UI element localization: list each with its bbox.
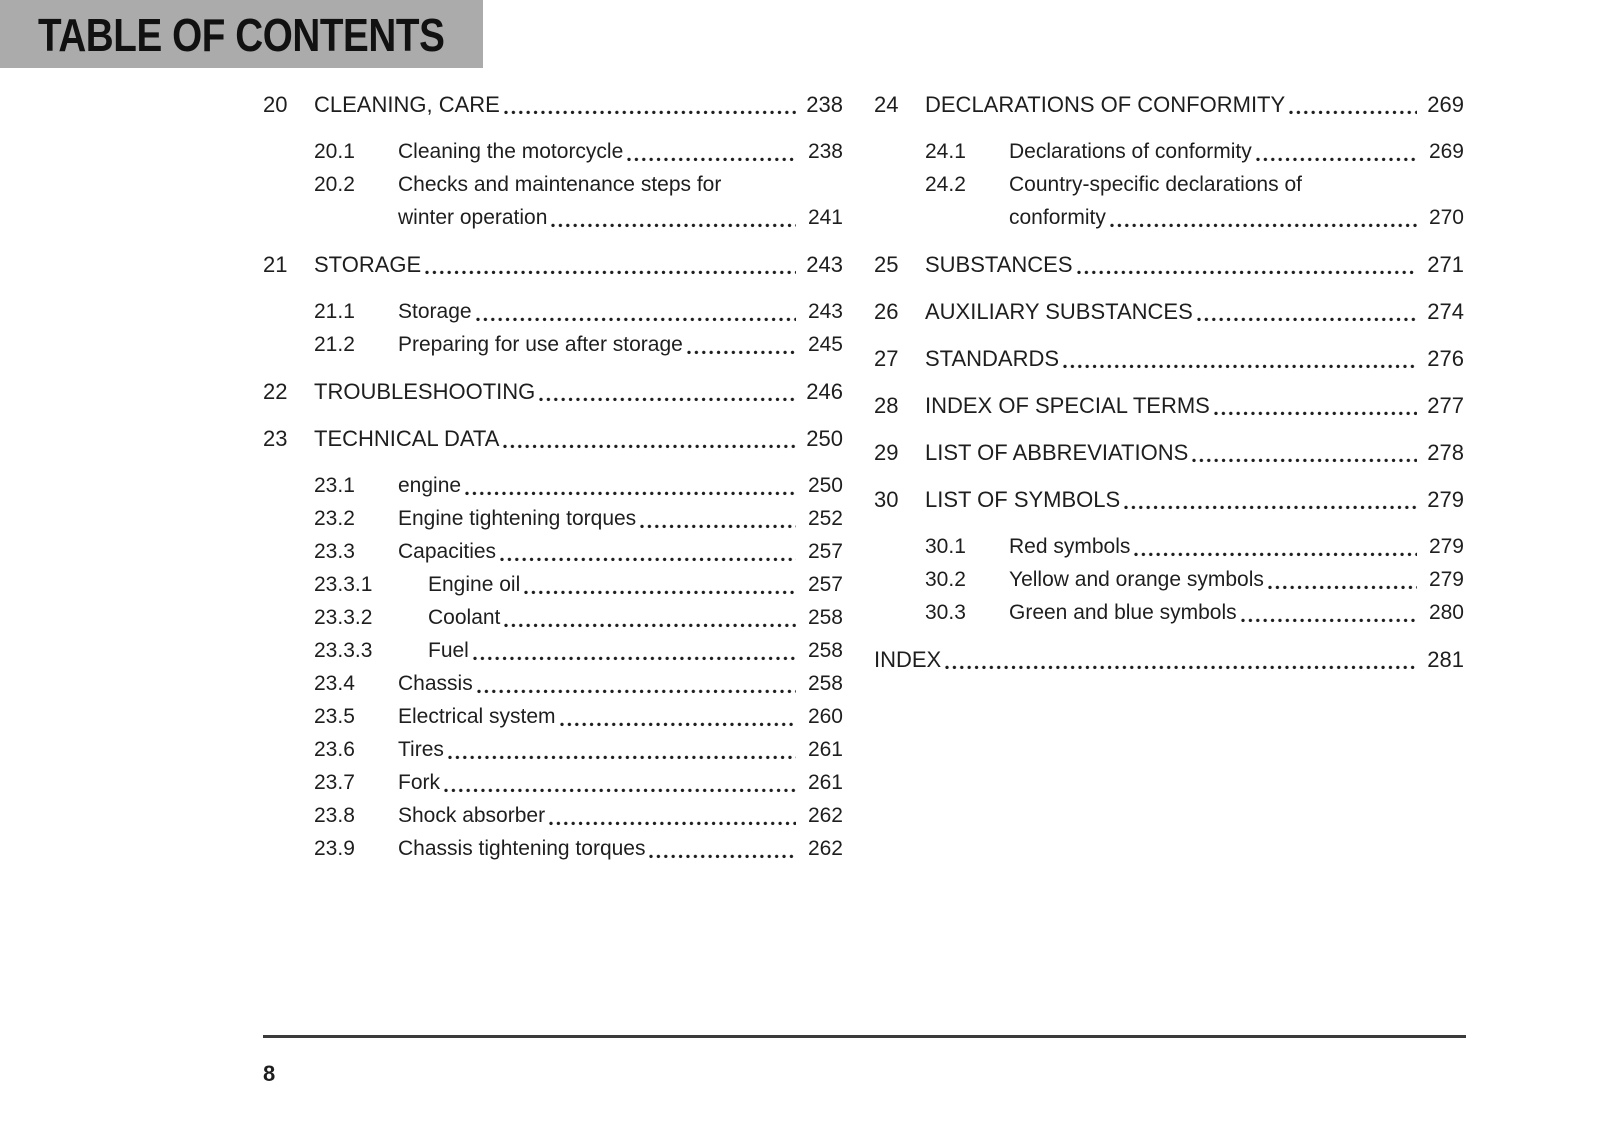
toc-entry-conformity — [874, 201, 1464, 234]
toc-entry-20-1 — [263, 135, 843, 168]
toc-entry-23-3 — [263, 535, 843, 568]
toc-entry-number: 23.8 — [314, 804, 355, 827]
toc-entry-page: 241 — [807, 206, 843, 229]
toc-entry-title: Fuel — [428, 639, 469, 662]
dot-leader — [1124, 505, 1417, 510]
dot-leader — [1214, 411, 1417, 416]
dot-leader — [465, 491, 796, 496]
toc-column-left — [263, 88, 843, 865]
toc-entry-30 — [874, 483, 1464, 516]
dot-leader — [1110, 223, 1417, 228]
toc-entry-number: 23.3.1 — [314, 573, 373, 596]
toc-entry-page: 258 — [807, 672, 843, 695]
toc-entry-30-3 — [874, 596, 1464, 629]
dot-leader — [425, 270, 796, 275]
toc-entry-23-8 — [263, 799, 843, 832]
toc-entry-26 — [874, 295, 1464, 328]
dot-leader — [1289, 110, 1417, 115]
dot-leader — [1268, 585, 1417, 590]
toc-entry-23-9 — [263, 832, 843, 865]
toc-entry-title: Coolant — [428, 606, 501, 629]
toc-entry-title: Chassis — [398, 672, 473, 695]
toc-entry-page: 262 — [807, 837, 843, 860]
toc-entry-winter-operation — [263, 201, 843, 234]
toc-entry-title: TROUBLESHOOTING — [314, 379, 536, 404]
footer-page-number: 8 — [263, 1061, 276, 1086]
toc-entry-title: Storage — [398, 300, 472, 323]
toc-entry-24 — [874, 88, 1464, 121]
dot-leader — [560, 722, 796, 727]
toc-entry-number: 23.3 — [314, 540, 355, 563]
toc-entry-title: INDEX — [874, 647, 942, 672]
toc-entry-title: Preparing for use after storage — [398, 333, 683, 356]
toc-entry-number: 30.3 — [925, 601, 966, 624]
toc-entry-title: Engine tightening torques — [398, 507, 637, 530]
toc-entry-page: 238 — [806, 92, 843, 117]
dot-leader — [1077, 270, 1417, 275]
toc-entry-25 — [874, 248, 1464, 281]
toc-entry-page: 276 — [1427, 346, 1464, 371]
dot-leader — [473, 656, 796, 661]
toc-entry-title: Declarations of conformity — [1009, 140, 1252, 163]
dot-leader — [1192, 458, 1417, 463]
dot-leader — [1197, 317, 1417, 322]
toc-entry-title: Checks and maintenance steps for — [398, 173, 722, 196]
toc-entry-30-2 — [874, 563, 1464, 596]
toc-entry-page: 274 — [1427, 299, 1464, 324]
toc-entry-number: 23.5 — [314, 705, 355, 728]
page-title: TABLE OF CONTENTS — [38, 9, 445, 61]
dot-leader — [500, 557, 796, 562]
toc-entry-23-1 — [263, 469, 843, 502]
toc-entry-title: STORAGE — [314, 252, 422, 277]
toc-entry-number: 23 — [263, 426, 288, 451]
dot-leader — [504, 110, 796, 115]
toc-entry-title: Chassis tightening torques — [398, 837, 646, 860]
dot-leader — [640, 524, 796, 529]
toc-entry-28 — [874, 389, 1464, 422]
toc-entry-23-2 — [263, 502, 843, 535]
toc-entry-title: Cleaning the motorcycle — [398, 140, 624, 163]
toc-entry-23-5 — [263, 700, 843, 733]
toc-entry-title: Tires — [398, 738, 444, 761]
toc-entry-number: 21 — [263, 252, 288, 277]
toc-entry-20 — [263, 88, 843, 121]
toc-entry-30-1 — [874, 530, 1464, 563]
toc-entry-page: 280 — [1428, 601, 1464, 624]
toc-entry-title: DECLARATIONS OF CONFORMITY — [925, 92, 1286, 117]
dot-leader — [627, 157, 796, 162]
toc-entry-title: Yellow and orange symbols — [1009, 568, 1264, 591]
dot-leader — [524, 590, 796, 595]
toc-entry-title: Red symbols — [1009, 535, 1131, 558]
toc-entry-page: 279 — [1428, 535, 1464, 558]
toc-entry-title: STANDARDS — [925, 346, 1060, 371]
toc-entry-title: LIST OF SYMBOLS — [925, 487, 1121, 512]
toc-entry-page: 261 — [807, 738, 843, 761]
toc-entry-number: 29 — [874, 440, 899, 465]
toc-entry-number: 22 — [263, 379, 288, 404]
dot-leader — [448, 755, 796, 760]
toc-entry-page: 260 — [807, 705, 843, 728]
toc-entry-number: 20.2 — [314, 173, 355, 196]
toc-entry-page: 271 — [1427, 252, 1464, 277]
toc-entry-24-1 — [874, 135, 1464, 168]
header-band — [0, 0, 483, 68]
toc-entry-number: 23.2 — [314, 507, 355, 530]
toc-column-right — [874, 88, 1464, 690]
toc-entry-21-1 — [263, 295, 843, 328]
toc-entry-23-3-2 — [263, 601, 843, 634]
toc-entry-number: 25 — [874, 252, 899, 277]
toc-entry-index — [874, 643, 1464, 676]
toc-entry-23-3-1 — [263, 568, 843, 601]
toc-entry-title: TECHNICAL DATA — [314, 426, 500, 451]
toc-entry-title: SUBSTANCES — [925, 252, 1073, 277]
toc-entry-title: conformity — [1009, 206, 1106, 229]
toc-entry-page: 252 — [807, 507, 843, 530]
toc-entry-number: 28 — [874, 393, 899, 418]
toc-entry-29 — [874, 436, 1464, 469]
dot-leader — [945, 665, 1417, 670]
toc-entry-page: 262 — [807, 804, 843, 827]
toc-entry-number: 21.2 — [314, 333, 355, 356]
toc-entry-page: 258 — [807, 639, 843, 662]
dot-leader — [1256, 157, 1417, 162]
toc-entry-page: 261 — [807, 771, 843, 794]
toc-entry-page: 277 — [1427, 393, 1464, 418]
toc-entry-23 — [263, 422, 843, 455]
toc-entry-page: 270 — [1428, 206, 1464, 229]
toc-entry-number: 23.4 — [314, 672, 355, 695]
toc-entry-title: Capacities — [398, 540, 497, 563]
toc-entry-number: 24.1 — [925, 140, 966, 163]
toc-entry-page: 243 — [807, 300, 843, 323]
toc-entry-number: 20.1 — [314, 140, 355, 163]
toc-entry-page: 250 — [807, 474, 843, 497]
toc-entry-number: 21.1 — [314, 300, 355, 323]
toc-entry-number: 24.2 — [925, 173, 966, 196]
toc-entry-number: 30.2 — [925, 568, 966, 591]
dot-leader — [649, 854, 796, 859]
dot-leader — [551, 223, 796, 228]
toc-entry-title: Electrical system — [398, 705, 556, 728]
toc-entry-title: Engine oil — [428, 573, 521, 596]
dot-leader — [1241, 618, 1417, 623]
dot-leader — [504, 623, 796, 628]
toc-entry-23-3-3 — [263, 634, 843, 667]
toc-entry-page: 245 — [807, 333, 843, 356]
toc-entry-page: 257 — [807, 540, 843, 563]
dot-leader — [549, 821, 796, 826]
toc-entry-number: 23.7 — [314, 771, 355, 794]
dot-leader — [503, 444, 796, 449]
toc-entry-number: 23.6 — [314, 738, 355, 761]
dot-leader — [1134, 552, 1417, 557]
toc-entry-number: 30 — [874, 487, 899, 512]
toc-entry-number: 30.1 — [925, 535, 966, 558]
toc-entry-title: Green and blue symbols — [1009, 601, 1237, 624]
toc-entry-page: 257 — [807, 573, 843, 596]
toc-entry-page: 246 — [806, 379, 843, 404]
toc-entry-page: 243 — [806, 252, 843, 277]
toc-entry-page: 281 — [1427, 647, 1464, 672]
toc-entry-27 — [874, 342, 1464, 375]
dot-leader — [444, 788, 796, 793]
footer-rule — [263, 1035, 1466, 1038]
toc-entry-number: 23.3.2 — [314, 606, 373, 629]
toc-entry-page: 250 — [806, 426, 843, 451]
toc-entry-number: 26 — [874, 299, 899, 324]
toc-entry-title: INDEX OF SPECIAL TERMS — [925, 393, 1210, 418]
toc-entry-22 — [263, 375, 843, 408]
toc-entry-number: 20 — [263, 92, 288, 117]
toc-entry-24-2 — [874, 168, 1464, 201]
toc-entry-number: 24 — [874, 92, 899, 117]
toc-entry-number: 27 — [874, 346, 899, 371]
dot-leader — [476, 317, 796, 322]
toc-entry-page: 258 — [807, 606, 843, 629]
toc-entry-title: Fork — [398, 771, 440, 794]
toc-entry-title: engine — [398, 474, 462, 497]
toc-entry-page: 269 — [1428, 140, 1464, 163]
toc-entry-number: 23.9 — [314, 837, 355, 860]
toc-entry-page: 279 — [1427, 487, 1464, 512]
toc-entry-number: 23.1 — [314, 474, 355, 497]
toc-entry-title: Shock absorber — [398, 804, 546, 827]
toc-entry-title: Country-specific declarations of — [1009, 173, 1302, 196]
toc-entry-page: 238 — [807, 140, 843, 163]
toc-entry-title: winter operation — [398, 206, 548, 229]
toc-entry-20-2 — [263, 168, 843, 201]
toc-entry-title: CLEANING, CARE — [314, 92, 500, 117]
toc-entry-title: LIST OF ABBREVIATIONS — [925, 440, 1189, 465]
dot-leader — [1063, 364, 1417, 369]
dot-leader — [687, 350, 796, 355]
dot-leader — [539, 397, 796, 402]
toc-entry-23-7 — [263, 766, 843, 799]
toc-entry-23-6 — [263, 733, 843, 766]
toc-entry-page: 278 — [1427, 440, 1464, 465]
toc-entry-title: AUXILIARY SUBSTANCES — [925, 299, 1193, 324]
toc-entry-page: 269 — [1427, 92, 1464, 117]
dot-leader — [477, 689, 796, 694]
toc-entry-21 — [263, 248, 843, 281]
toc-entry-page: 279 — [1428, 568, 1464, 591]
toc-entry-21-2 — [263, 328, 843, 361]
toc-entry-number: 23.3.3 — [314, 639, 373, 662]
toc-entry-23-4 — [263, 667, 843, 700]
